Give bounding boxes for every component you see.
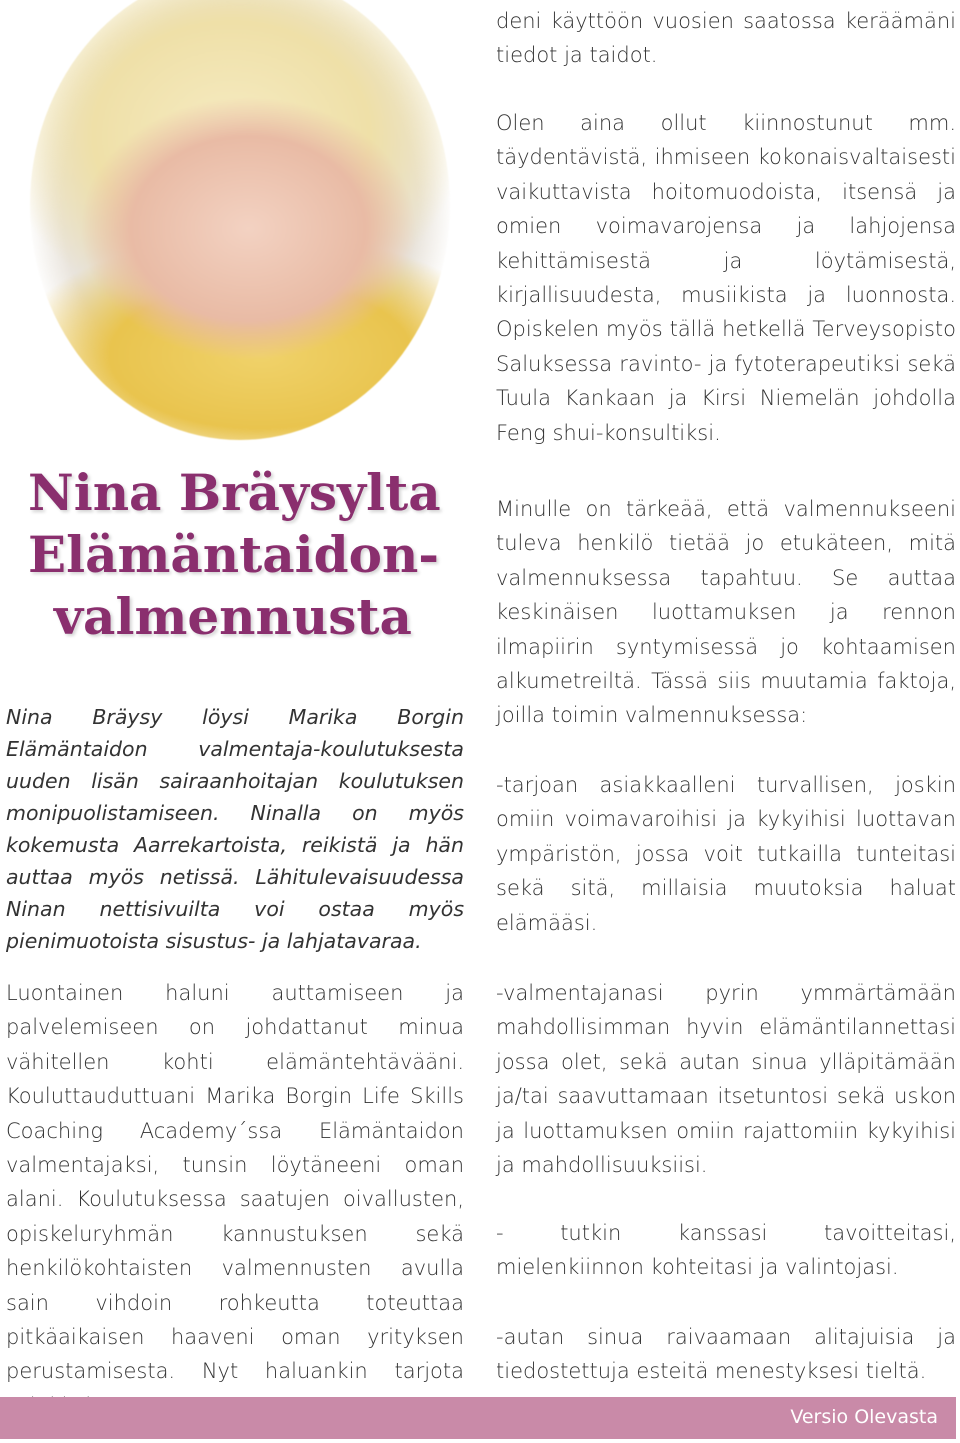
footer-label: Versio Olevasta <box>790 1406 938 1428</box>
intro-paragraph: Nina Bräysy löysi Marika Borgin Elämäntaidon valmentaja-koulutuksesta uuden lisän sairaanhoitajan koulutuksen monipuolistamiseen. Ninalla on myös kokemusta Aarrekartoista, reikistä ja hän auttaa myös netissä. Lähitulevaisuudessa Ninan nettisivuilta voi ostaa myös pienimuotoista sisustus- ja lahjatavaraa. <box>6 704 464 953</box>
left-paragraph-1: Luontainen haluni auttamiseen ja palvelemiseen on johdattanut minua vähitellen kohti elämäntehtävääni. Kouluttauduttuani Marika Borgin Life Skills Coaching Academy´ssa Elämäntaidon valmentajaksi, tunsin löytäneeni oman alani. Koulutuksessa saatujen oivallusten, opiskeluryhmän kannustuksen sekä henkilökohtaisten valmennusten avulla sain vihdoin rohkeutta toteuttaa pitkäaikaisen haaveni oman yrityksen perustamisesta. Nyt haluankin tarjota <box>6 981 464 1384</box>
right-paragraph-7: -autan sinua raivaamaan alitajuisia ja tiedostettuja esteitä menestyksesi tieltä. <box>496 1325 956 1384</box>
right-paragraph-1: deni käyttöön vuosien saatossa keräämäni tiedot ja taidot. <box>496 9 956 68</box>
right-paragraph-6: - tutkin kanssasi tavoitteitasi, mielenkiinnon kohteitasi ja valintojasi. <box>496 1221 956 1280</box>
title-line-3: valmennusta <box>54 587 412 646</box>
footer-bar <box>0 1397 956 1439</box>
portrait-photo <box>30 0 450 440</box>
right-paragraph-4: -tarjoan asiakkaalleni turvallisen, joskin omiin voimavaroihisi ja kykyihisi luottavan ympäristön, jossa voit tutkailla tunteitasi sekä sitä, millaisia muutoksia haluat elämääsi. <box>496 773 956 935</box>
right-paragraph-2: Olen aina ollut kiinnostunut mm. täydentävistä, ihmiseen kokonaisvaltaisesti vaikuttavista hoitomuodoista, itsensä ja omien voimavarojensa ja lahjojensa kehittämisestä ja löytämisestä, kirjallisuudesta, musiikista ja luonnosta. Opiskelen myös tällä hetkellä Terveysopisto Saluksessa ravinto- ja fytoterapeutiksi sekä Tuula Kankaan ja Kirsi Niemelän johdolla Feng shui-konsultiksi. <box>496 111 956 445</box>
right-paragraph-5: -valmentajanasi pyrin ymmärtämään mahdollisimman hyvin elämäntilannettasi jossa olet, sekä autan sinua ylläpitämään ja/tai saavuttamaan itsetuntosi sekä uskon ja luottamuksen omiin rajattomiin kykyihisi ja mahdollisuuksiisi. <box>496 981 956 1178</box>
title-line-2: Elämäntaidon- <box>28 525 440 584</box>
right-paragraph-3: Minulle on tärkeää, että valmennukseeni tuleva henkilö tietää jo etukäteen, mitä valmennuksessa tapahtuu. Se auttaa keskinäisen luottamuksen ja rennon ilmapiirin syntymisessä jo kohtaamisen alkumetreiltä. Tässä siis muutamia faktoja, joilla toimin valmennuksessa: <box>496 497 956 728</box>
article-title <box>28 462 448 648</box>
title-line-1: Nina Bräysylta <box>28 463 441 522</box>
